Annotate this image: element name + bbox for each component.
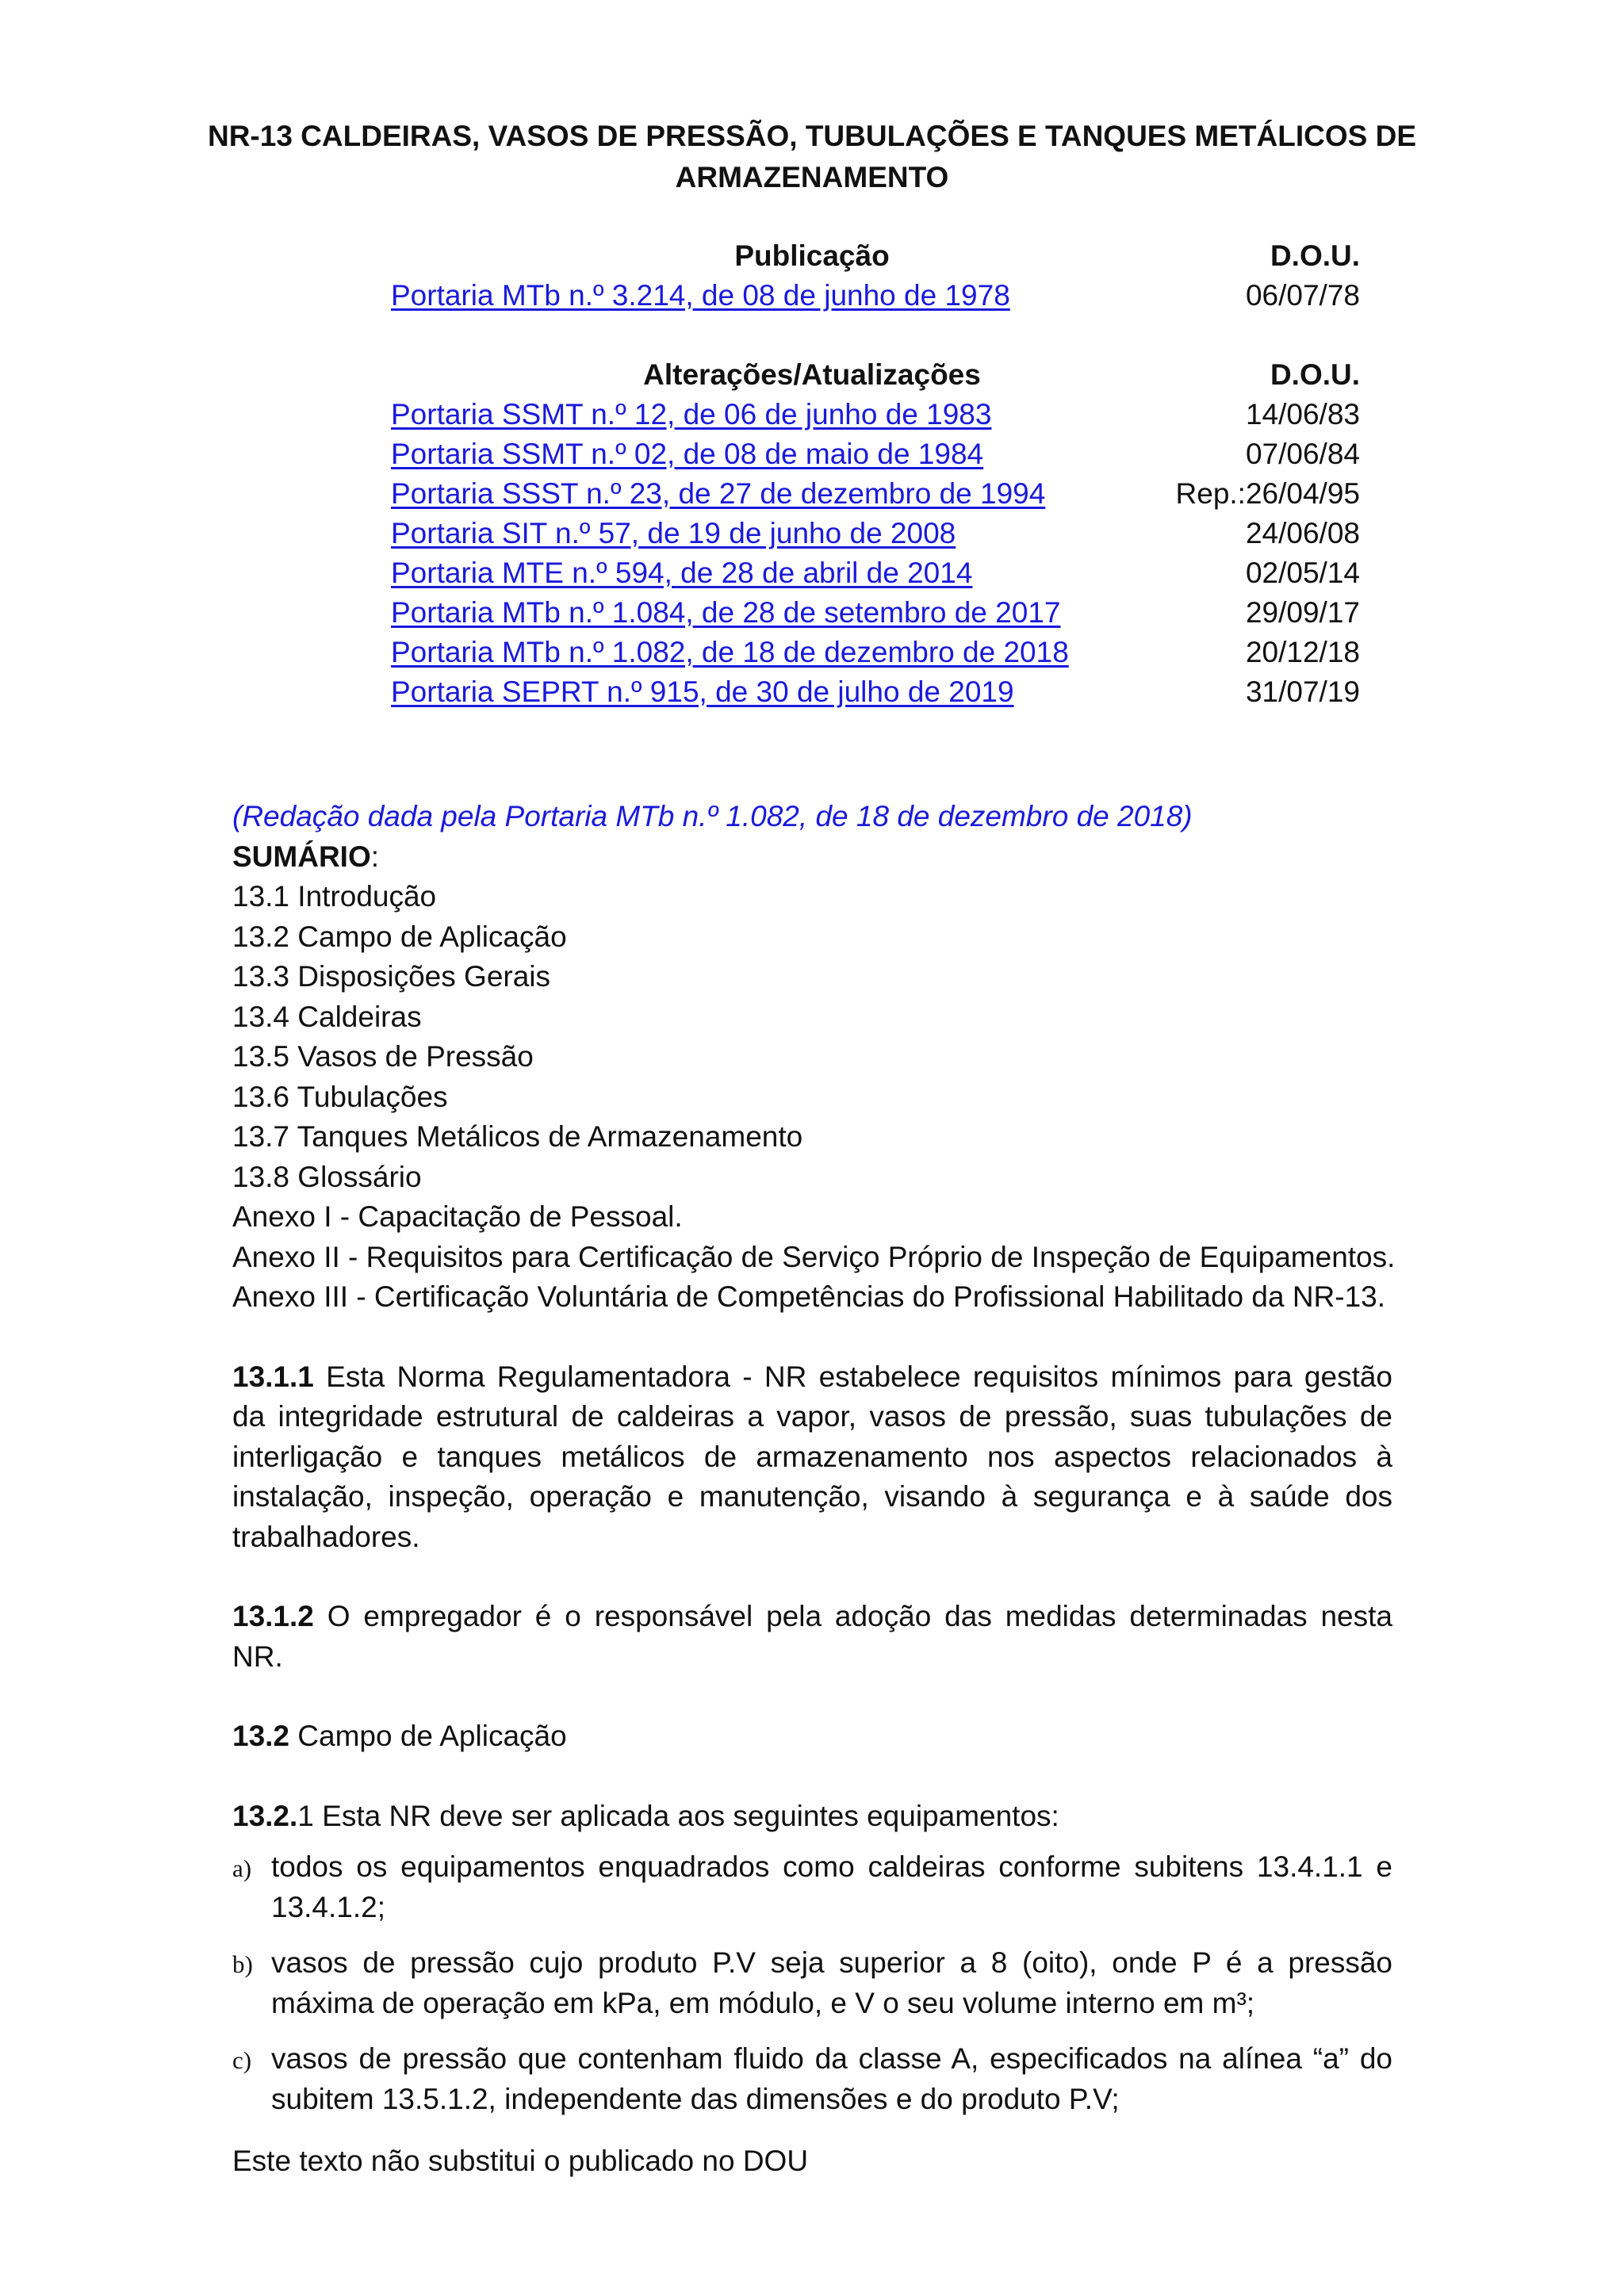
item-13-1-2 bbox=[232, 1597, 1392, 1677]
item-number: 13.1.2 bbox=[232, 1600, 314, 1632]
changes-row bbox=[391, 395, 1360, 434]
alinea-mark: c) bbox=[232, 2046, 252, 2074]
changes-header-dou: D.O.U. bbox=[1270, 358, 1360, 391]
dou-date: Rep.:26/04/95 bbox=[1175, 477, 1360, 510]
changes-row bbox=[391, 434, 1360, 474]
changes-table bbox=[391, 355, 1360, 712]
dou-date: 31/07/19 bbox=[1245, 675, 1360, 708]
changes-row bbox=[391, 593, 1360, 633]
changes-row bbox=[391, 474, 1360, 514]
sumario-item: 13.2 Campo de Aplicação bbox=[232, 920, 567, 953]
portaria-link[interactable]: Portaria MTb n.º 1.082, de 18 de dezembro de 2018 bbox=[391, 636, 1069, 668]
sumario-item: 13.4 Caldeiras bbox=[232, 1000, 422, 1033]
publication-header-dou: D.O.U. bbox=[1270, 239, 1360, 272]
publication-date: 06/07/78 bbox=[1245, 279, 1360, 312]
dou-date: 20/12/18 bbox=[1245, 636, 1360, 668]
sumario-item: Anexo I - Capacitação de Pessoal. bbox=[232, 1200, 683, 1233]
dou-date: 24/06/08 bbox=[1245, 517, 1360, 549]
sumario-item: 13.5 Vasos de Pressão bbox=[232, 1040, 534, 1073]
portaria-link[interactable]: Portaria SSMT n.º 02, de 08 de maio de 1984 bbox=[391, 438, 984, 470]
dou-date: 02/05/14 bbox=[1245, 557, 1360, 589]
portaria-link[interactable]: Portaria SEPRT n.º 915, de 30 de julho de 2019 bbox=[391, 675, 1014, 708]
sumario-heading bbox=[232, 837, 1392, 878]
alinea-text: vasos de pressão que contenham fluido da classe A, especificados na alínea “a” do subitem 13.5.1.2, independente das dimensões e do produto P.V; bbox=[271, 2042, 1392, 2115]
dou-date: 07/06/84 bbox=[1245, 438, 1360, 470]
sumario-item: 13.6 Tubulações bbox=[232, 1080, 448, 1113]
sumario-title: SUMÁRIO bbox=[232, 840, 371, 873]
document-title bbox=[190, 116, 1434, 198]
footer-note: Este texto não substitui o publicado no DOU bbox=[232, 2145, 809, 2177]
sumario-item: Anexo III - Certificação Voluntária de Competências do Profissional Habilitado da NR-13. bbox=[232, 1280, 1386, 1313]
title-line-1: NR-13 CALDEIRAS, VASOS DE PRESSÃO, TUBULAÇÕES E TANQUES METÁLICOS DE bbox=[207, 120, 1416, 152]
sumario-item: Anexo II - Requisitos para Certificação de Serviço Próprio de Inspeção de Equipamentos. bbox=[232, 1240, 1396, 1273]
dou-date: 14/06/83 bbox=[1245, 398, 1360, 430]
alinea-b bbox=[232, 1943, 1392, 2023]
changes-header-label: Alterações/Atualizações bbox=[643, 358, 981, 391]
alinea-text: vasos de pressão cujo produto P.V seja superior a 8 (oito), onde P é a pressão máxima de operação em kPa, em módulo, e V o seu volume interno em m³; bbox=[271, 1946, 1392, 2019]
publication-header-label: Publicação bbox=[734, 239, 890, 272]
alinea-text: todos os equipamentos enquadrados como caldeiras conforme subitens 13.4.1.1 e 13.4.1.2; bbox=[271, 1850, 1392, 1923]
item-text: 1 Esta NR deve ser aplicada aos seguintes equipamentos: bbox=[297, 1799, 1059, 1832]
sumario-colon: : bbox=[370, 840, 380, 873]
alinea-a bbox=[232, 1847, 1392, 1927]
item-13-2-1 bbox=[232, 1797, 1392, 1837]
publication-link[interactable]: Portaria MTb n.º 3.214, de 08 de junho de 1978 bbox=[391, 279, 1010, 312]
sumario-item: 13.1 Introdução bbox=[232, 880, 437, 913]
portaria-link[interactable]: Portaria SSMT n.º 12, de 06 de junho de 1983 bbox=[391, 398, 992, 430]
item-13-2 bbox=[232, 1716, 1392, 1757]
item-13-1-1 bbox=[232, 1357, 1392, 1558]
item-text: Campo de Aplicação bbox=[289, 1720, 567, 1752]
publication-row bbox=[391, 276, 1360, 316]
changes-row bbox=[391, 633, 1360, 672]
changes-row bbox=[391, 553, 1360, 593]
publication-header bbox=[391, 236, 1360, 276]
title-line-2: ARMAZENAMENTO bbox=[675, 161, 949, 193]
item-number: 13.2. bbox=[232, 1799, 298, 1832]
redacao-note: (Redação dada pela Portaria MTb n.º 1.082, de 18 de dezembro de 2018) bbox=[232, 800, 1193, 832]
sumario-item: 13.8 Glossário bbox=[232, 1160, 422, 1193]
portaria-link[interactable]: Portaria SIT n.º 57, de 19 de junho de 2008 bbox=[391, 517, 956, 549]
sumario-item: 13.3 Disposições Gerais bbox=[232, 960, 551, 993]
alinea-mark: a) bbox=[232, 1854, 252, 1882]
item-number: 13.2 bbox=[232, 1720, 290, 1752]
dou-date: 29/09/17 bbox=[1245, 596, 1360, 629]
document-body bbox=[232, 797, 1396, 2182]
portaria-link[interactable]: Portaria SSST n.º 23, de 27 de dezembro de 1994 bbox=[391, 477, 1046, 510]
publication-table bbox=[391, 236, 1360, 316]
alinea-c bbox=[232, 2039, 1392, 2119]
item-text: O empregador é o responsável pela adoção das medidas determinadas nesta NR. bbox=[232, 1600, 1392, 1673]
portaria-link[interactable]: Portaria MTE n.º 594, de 28 de abril de 2014 bbox=[391, 557, 973, 589]
sumario-item: 13.7 Tanques Metálicos de Armazenamento bbox=[232, 1120, 803, 1153]
alinea-mark: b) bbox=[232, 1950, 253, 1978]
item-text: Esta Norma Regulamentadora - NR estabelece requisitos mínimos para gestão da integridade estrutural de caldeiras a vapor, vasos de pressão, suas tubulações de interligação e tanques metálicos de armazenamento nos aspectos relacionados à instalação, inspeção, operação e manutenção, visando à segurança e à saúde dos trabalhadores. bbox=[232, 1360, 1392, 1553]
changes-row bbox=[391, 672, 1360, 712]
changes-row bbox=[391, 514, 1360, 553]
portaria-link[interactable]: Portaria MTb n.º 1.084, de 28 de setembro de 2017 bbox=[391, 596, 1061, 629]
item-number: 13.1.1 bbox=[232, 1360, 314, 1393]
changes-header bbox=[391, 355, 1360, 395]
